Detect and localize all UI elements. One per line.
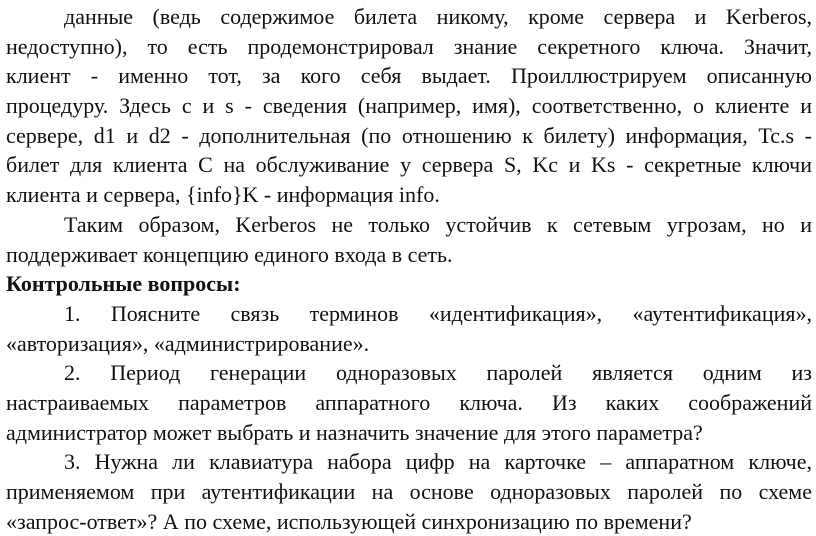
text-line-4: процедуру. Здесь c и s - сведения (например, имя), соответственно, о клиенте и [6,93,812,119]
section-heading: Контрольные вопросы: [6,271,241,297]
text-line-1: данные (ведь содержимое билета никому, кроме сервера и Kerberos, [64,4,812,29]
question-2-line-3: администратор может выбрать и назначить значение для этого параметра? [6,419,703,445]
question-1-line-1: 1. Поясните связь терминов «идентификация», «аутентификация», [64,300,812,326]
text-line-7: клиента и сервера, {info}K - информация info. [6,182,440,208]
text-line-5: сервере, d1 и d2 - дополнительная (по отношению к билету) информация, Tc.s - [6,122,812,148]
question-3-line-1: 3. Нужна ли клавиатура набора цифр на карточке – аппаратном ключе, [64,449,812,475]
text-line-3: клиент - именно тот, за кого себя выдает. Проиллюстрируем описанную [6,63,812,89]
question-2-line-1: 2. Период генерации одноразовых паролей является одним из [64,360,812,386]
text-line-2: недоступно), то есть продемонстрировал знание секретного ключа. Значит, [6,33,812,59]
text-line-8: Таким образом, Kerberos не только устойчив к сетевым угрозам, но и [64,211,812,237]
question-3-line-2: применяемом при аутентификации на основе одноразовых паролей по схеме [6,479,812,504]
question-3-line-3: «запрос-ответ»? А по схеме, использующей синхронизацию по времени? [6,508,692,534]
question-1-line-2: «авторизация», «администрирование». [6,330,370,356]
text-line-9: поддерживает концепцию единого входа в сеть. [6,241,453,267]
text-line-6: билет для клиента C на обслуживание у сервера S, Kc и Ks - секретные ключи [6,152,812,178]
question-2-line-2: настраиваемых параметров аппаратного ключа. Из каких соображений [6,389,812,415]
document-page [6,2,812,536]
